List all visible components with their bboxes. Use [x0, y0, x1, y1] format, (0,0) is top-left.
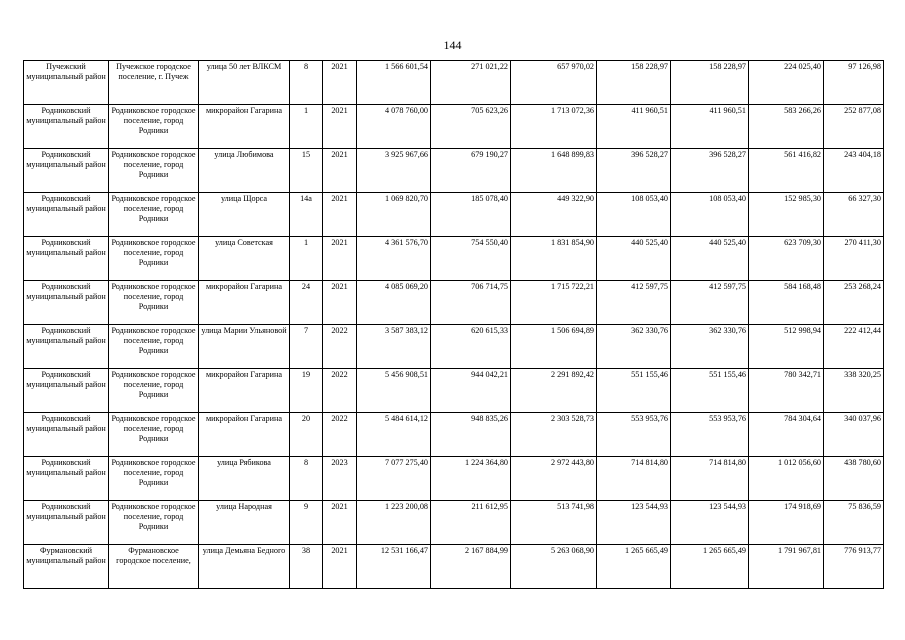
cell-street: улица Любимова — [199, 149, 290, 193]
cell-district: Пучежский муниципальный район — [24, 61, 109, 105]
table-row — [24, 105, 884, 149]
cell-house-number: 7 — [290, 325, 323, 369]
cell-settlement: Родниковское городское поселение, город Родники — [109, 501, 199, 545]
cell-cost-item-4: 1 265 665,49 — [671, 545, 749, 589]
page-number: 144 — [443, 38, 462, 52]
cell-year: 2021 — [323, 61, 357, 105]
table-row — [24, 325, 884, 369]
cell-house-number: 19 — [290, 369, 323, 413]
cell-cost-item-5: 583 266,26 — [749, 105, 824, 149]
cell-cost-item-2: 5 263 068,90 — [511, 545, 597, 589]
cell-street: улица Марии Ульяновой — [199, 325, 290, 369]
cell-cost-item-3: 1 265 665,49 — [597, 545, 671, 589]
cell-year: 2021 — [323, 193, 357, 237]
table-row — [24, 457, 884, 501]
table-row — [24, 545, 884, 589]
cell-year: 2022 — [323, 413, 357, 457]
cell-cost-item-5: 224 025,40 — [749, 61, 824, 105]
cell-cost-item-1: 271 021,22 — [431, 61, 511, 105]
cell-cost-item-4: 553 953,76 — [671, 413, 749, 457]
cell-street: улица Рябикова — [199, 457, 290, 501]
cell-year: 2021 — [323, 105, 357, 149]
table-body — [24, 61, 884, 589]
cell-cost-item-5: 1 791 967,81 — [749, 545, 824, 589]
cell-cost-item-2: 2 303 528,73 — [511, 413, 597, 457]
cell-cost-item-3: 362 330,76 — [597, 325, 671, 369]
cell-cost-item-1: 706 714,75 — [431, 281, 511, 325]
table-row — [24, 281, 884, 325]
cell-cost-item-5: 584 168,48 — [749, 281, 824, 325]
cell-cost-item-1: 705 623,26 — [431, 105, 511, 149]
cell-house-number: 9 — [290, 501, 323, 545]
cell-total-cost: 1 223 200,08 — [357, 501, 431, 545]
cell-street: улица 50 лет ВЛКСМ — [199, 61, 290, 105]
cell-street: улица Демьяна Бедного — [199, 545, 290, 589]
cell-cost-item-2: 449 322,90 — [511, 193, 597, 237]
cell-house-number: 14а — [290, 193, 323, 237]
cell-cost-item-1: 2 167 884,99 — [431, 545, 511, 589]
cell-district: Родниковский муниципальный район — [24, 501, 109, 545]
cell-house-number: 1 — [290, 105, 323, 149]
cell-street: улица Советская — [199, 237, 290, 281]
cell-cost-item-6: 252 877,08 — [824, 105, 884, 149]
table-row — [24, 61, 884, 105]
cell-total-cost: 4 078 760,00 — [357, 105, 431, 149]
cell-total-cost: 7 077 275,40 — [357, 457, 431, 501]
cell-street: микрорайон Гагарина — [199, 369, 290, 413]
registry-table — [23, 60, 884, 589]
cell-cost-item-4: 412 597,75 — [671, 281, 749, 325]
table-row — [24, 369, 884, 413]
cell-year: 2021 — [323, 281, 357, 325]
cell-settlement: Родниковское городское поселение, город Родники — [109, 193, 199, 237]
cell-year: 2023 — [323, 457, 357, 501]
cell-house-number: 24 — [290, 281, 323, 325]
cell-cost-item-3: 396 528,27 — [597, 149, 671, 193]
cell-cost-item-6: 66 327,30 — [824, 193, 884, 237]
cell-total-cost: 5 484 614,12 — [357, 413, 431, 457]
cell-cost-item-2: 1 715 722,21 — [511, 281, 597, 325]
cell-cost-item-3: 553 953,76 — [597, 413, 671, 457]
cell-settlement: Родниковское городское поселение, город Родники — [109, 105, 199, 149]
cell-total-cost: 3 587 383,12 — [357, 325, 431, 369]
cell-settlement: Родниковское городское поселение, город Родники — [109, 413, 199, 457]
cell-cost-item-1: 948 835,26 — [431, 413, 511, 457]
cell-cost-item-2: 1 713 072,36 — [511, 105, 597, 149]
cell-settlement: Родниковское городское поселение, город Родники — [109, 369, 199, 413]
cell-street: улица Народная — [199, 501, 290, 545]
cell-street: микрорайон Гагарина — [199, 105, 290, 149]
cell-district: Родниковский муниципальный район — [24, 149, 109, 193]
cell-cost-item-6: 75 836,59 — [824, 501, 884, 545]
cell-cost-item-3: 108 053,40 — [597, 193, 671, 237]
cell-street: микрорайон Гагарина — [199, 281, 290, 325]
cell-cost-item-2: 2 291 892,42 — [511, 369, 597, 413]
cell-year: 2022 — [323, 325, 357, 369]
cell-year: 2021 — [323, 237, 357, 281]
cell-cost-item-6: 243 404,18 — [824, 149, 884, 193]
cell-cost-item-1: 1 224 364,80 — [431, 457, 511, 501]
cell-cost-item-5: 512 998,94 — [749, 325, 824, 369]
cell-cost-item-3: 440 525,40 — [597, 237, 671, 281]
cell-cost-item-5: 780 342,71 — [749, 369, 824, 413]
cell-cost-item-3: 158 228,97 — [597, 61, 671, 105]
cell-cost-item-5: 174 918,69 — [749, 501, 824, 545]
cell-cost-item-1: 944 042,21 — [431, 369, 511, 413]
cell-cost-item-2: 1 648 899,83 — [511, 149, 597, 193]
cell-cost-item-1: 679 190,27 — [431, 149, 511, 193]
cell-settlement: Родниковское городское поселение, город Родники — [109, 149, 199, 193]
cell-total-cost: 4 085 069,20 — [357, 281, 431, 325]
cell-house-number: 8 — [290, 61, 323, 105]
cell-district: Фурмановский муниципальный район — [24, 545, 109, 589]
cell-total-cost: 12 531 166,47 — [357, 545, 431, 589]
cell-cost-item-4: 440 525,40 — [671, 237, 749, 281]
cell-district: Родниковский муниципальный район — [24, 105, 109, 149]
table-row — [24, 413, 884, 457]
table-row — [24, 193, 884, 237]
cell-cost-item-6: 438 780,60 — [824, 457, 884, 501]
cell-total-cost: 3 925 967,66 — [357, 149, 431, 193]
cell-cost-item-4: 123 544,93 — [671, 501, 749, 545]
cell-cost-item-5: 561 416,82 — [749, 149, 824, 193]
cell-cost-item-6: 338 320,25 — [824, 369, 884, 413]
cell-settlement: Фурмановское городское поселение, — [109, 545, 199, 589]
cell-cost-item-4: 714 814,80 — [671, 457, 749, 501]
table-row — [24, 149, 884, 193]
cell-district: Родниковский муниципальный район — [24, 325, 109, 369]
cell-year: 2021 — [323, 501, 357, 545]
cell-cost-item-6: 253 268,24 — [824, 281, 884, 325]
cell-cost-item-1: 211 612,95 — [431, 501, 511, 545]
cell-settlement: Родниковское городское поселение, город Родники — [109, 237, 199, 281]
cell-street: улица Щорса — [199, 193, 290, 237]
cell-year: 2021 — [323, 545, 357, 589]
cell-house-number: 1 — [290, 237, 323, 281]
cell-cost-item-2: 1 831 854,90 — [511, 237, 597, 281]
cell-settlement: Родниковское городское поселение, город Родники — [109, 457, 199, 501]
cell-house-number: 15 — [290, 149, 323, 193]
cell-house-number: 8 — [290, 457, 323, 501]
cell-district: Родниковский муниципальный район — [24, 193, 109, 237]
cell-cost-item-6: 776 913,77 — [824, 545, 884, 589]
cell-cost-item-1: 185 078,40 — [431, 193, 511, 237]
cell-total-cost: 1 566 601,54 — [357, 61, 431, 105]
cell-street: микрорайон Гагарина — [199, 413, 290, 457]
cell-cost-item-1: 754 550,40 — [431, 237, 511, 281]
table-row — [24, 237, 884, 281]
cell-cost-item-6: 270 411,30 — [824, 237, 884, 281]
cell-cost-item-5: 784 304,64 — [749, 413, 824, 457]
cell-district: Родниковский муниципальный район — [24, 281, 109, 325]
cell-cost-item-4: 551 155,46 — [671, 369, 749, 413]
cell-total-cost: 5 456 908,51 — [357, 369, 431, 413]
cell-cost-item-5: 152 985,30 — [749, 193, 824, 237]
cell-cost-item-6: 340 037,96 — [824, 413, 884, 457]
cell-cost-item-3: 123 544,93 — [597, 501, 671, 545]
cell-cost-item-4: 411 960,51 — [671, 105, 749, 149]
cell-year: 2022 — [323, 369, 357, 413]
cell-cost-item-4: 396 528,27 — [671, 149, 749, 193]
cell-cost-item-6: 97 126,98 — [824, 61, 884, 105]
cell-cost-item-3: 714 814,80 — [597, 457, 671, 501]
cell-cost-item-4: 108 053,40 — [671, 193, 749, 237]
cell-district: Родниковский муниципальный район — [24, 369, 109, 413]
cell-settlement: Пучежское городское поселение, г. Пучеж — [109, 61, 199, 105]
cell-house-number: 20 — [290, 413, 323, 457]
cell-district: Родниковский муниципальный район — [24, 237, 109, 281]
cell-settlement: Родниковское городское поселение, город Родники — [109, 281, 199, 325]
cell-cost-item-4: 362 330,76 — [671, 325, 749, 369]
cell-district: Родниковский муниципальный район — [24, 413, 109, 457]
cell-cost-item-1: 620 615,33 — [431, 325, 511, 369]
cell-cost-item-3: 412 597,75 — [597, 281, 671, 325]
cell-settlement: Родниковское городское поселение, город Родники — [109, 325, 199, 369]
cell-cost-item-5: 1 012 056,60 — [749, 457, 824, 501]
cell-cost-item-2: 513 741,98 — [511, 501, 597, 545]
cell-cost-item-2: 2 972 443,80 — [511, 457, 597, 501]
cell-total-cost: 1 069 820,70 — [357, 193, 431, 237]
cell-district: Родниковский муниципальный район — [24, 457, 109, 501]
cell-cost-item-2: 657 970,02 — [511, 61, 597, 105]
cell-cost-item-3: 551 155,46 — [597, 369, 671, 413]
cell-year: 2021 — [323, 149, 357, 193]
cell-cost-item-6: 222 412,44 — [824, 325, 884, 369]
table-row — [24, 501, 884, 545]
cell-cost-item-4: 158 228,97 — [671, 61, 749, 105]
cell-total-cost: 4 361 576,70 — [357, 237, 431, 281]
cell-house-number: 38 — [290, 545, 323, 589]
cell-cost-item-5: 623 709,30 — [749, 237, 824, 281]
cell-cost-item-3: 411 960,51 — [597, 105, 671, 149]
cell-cost-item-2: 1 506 694,89 — [511, 325, 597, 369]
